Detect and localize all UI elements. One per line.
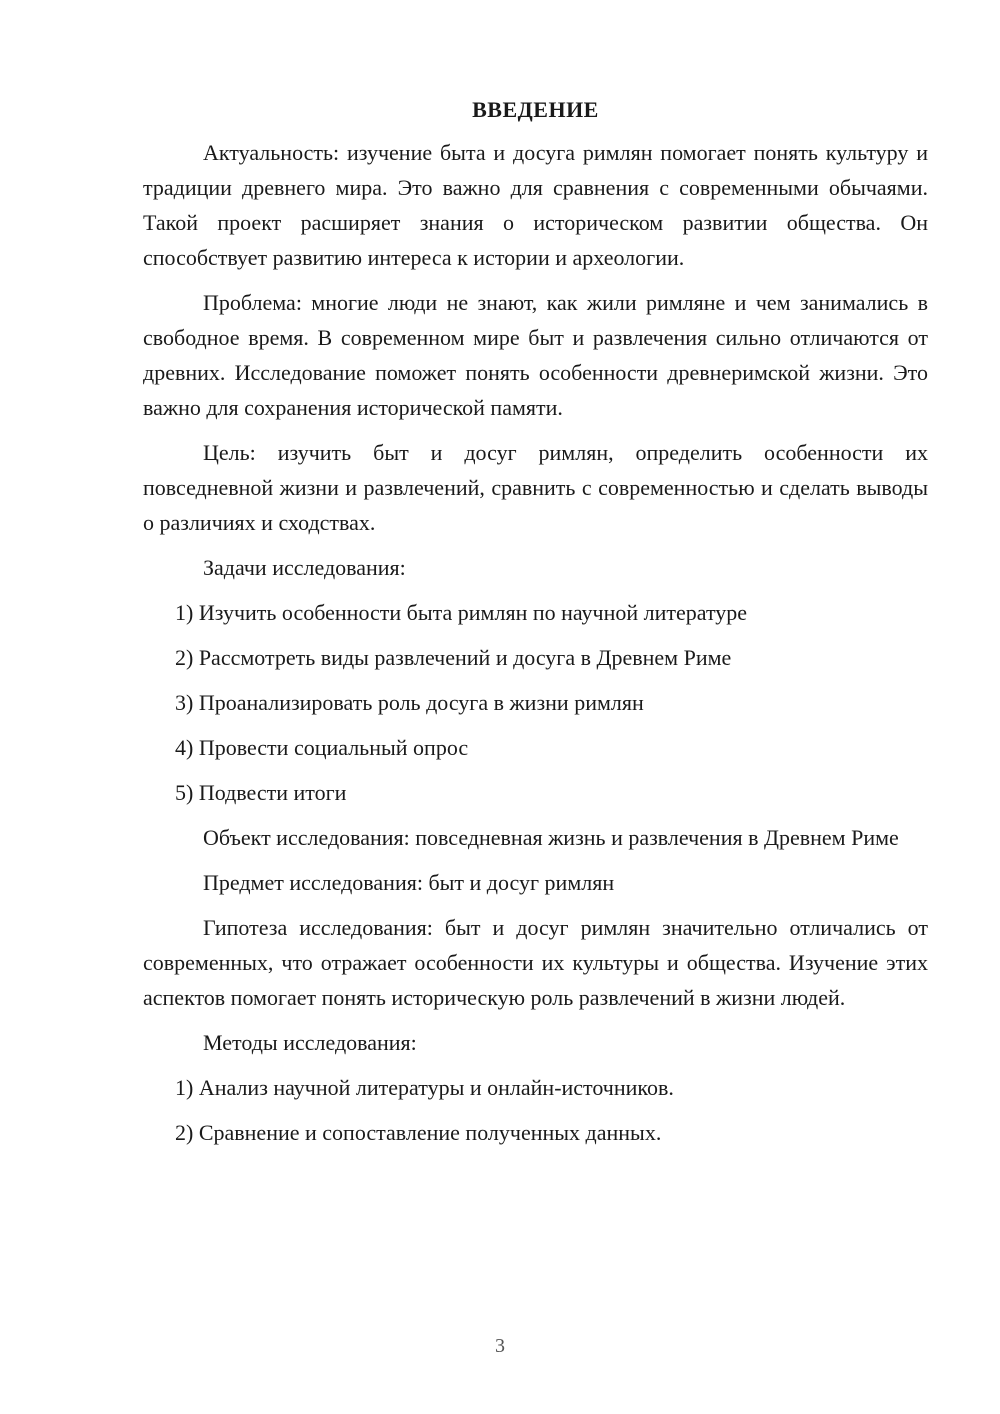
goal-paragraph: Цель: изучить быт и досуг римлян, определить особенности их повседневной жизни и развлечений, сравнить с современностью и сделать выводы о различиях и сходствах. bbox=[143, 440, 928, 535]
tasks-heading: Задачи исследования: bbox=[203, 555, 406, 580]
hypothesis-paragraph: Гипотеза исследования: быт и досуг римлян значительно отличались от современных, что отражает особенности их культуры и общества. Изучение этих аспектов помогает понять историческую роль развлечений в жизни людей. bbox=[143, 915, 928, 1010]
task-item-4: 4) Провести социальный опрос bbox=[175, 735, 469, 760]
page-number: 3 bbox=[495, 1335, 505, 1357]
method-item-2: 2) Сравнение и сопоставление полученных данных. bbox=[175, 1120, 662, 1145]
section-title: ВВЕДЕНИЕ bbox=[472, 97, 599, 122]
methods-heading: Методы исследования: bbox=[203, 1030, 417, 1055]
page-content bbox=[143, 92, 928, 1160]
problem-paragraph: Проблема: многие люди не знают, как жили римляне и чем занимались в свободное время. В современном мире быт и развлечения сильно отличаются от древних. Исследование поможет понять особенности древнеримской жизни. Это важно для сохранения исторической памяти. bbox=[143, 290, 928, 420]
subject-paragraph: Предмет исследования: быт и досуг римлян bbox=[203, 870, 615, 895]
method-item-1: 1) Анализ научной литературы и онлайн-источников. bbox=[175, 1075, 674, 1100]
task-item-1: 1) Изучить особенности быта римлян по научной литературе bbox=[175, 600, 748, 625]
task-item-3: 3) Проанализировать роль досуга в жизни римлян bbox=[175, 690, 644, 715]
task-item-5: 5) Подвести итоги bbox=[175, 780, 347, 805]
task-item-2: 2) Рассмотреть виды развлечений и досуга в Древнем Риме bbox=[175, 645, 732, 670]
object-paragraph: Объект исследования: повседневная жизнь и развлечения в Древнем Риме bbox=[203, 825, 899, 850]
relevance-paragraph: Актуальность: изучение быта и досуга римлян помогает понять культуру и традиции древнего мира. Это важно для сравнения с современными обычаями. Такой проект расширяет знания о историческом развитии общества. Он способствует развитию интереса к истории и археологии. bbox=[143, 140, 928, 270]
